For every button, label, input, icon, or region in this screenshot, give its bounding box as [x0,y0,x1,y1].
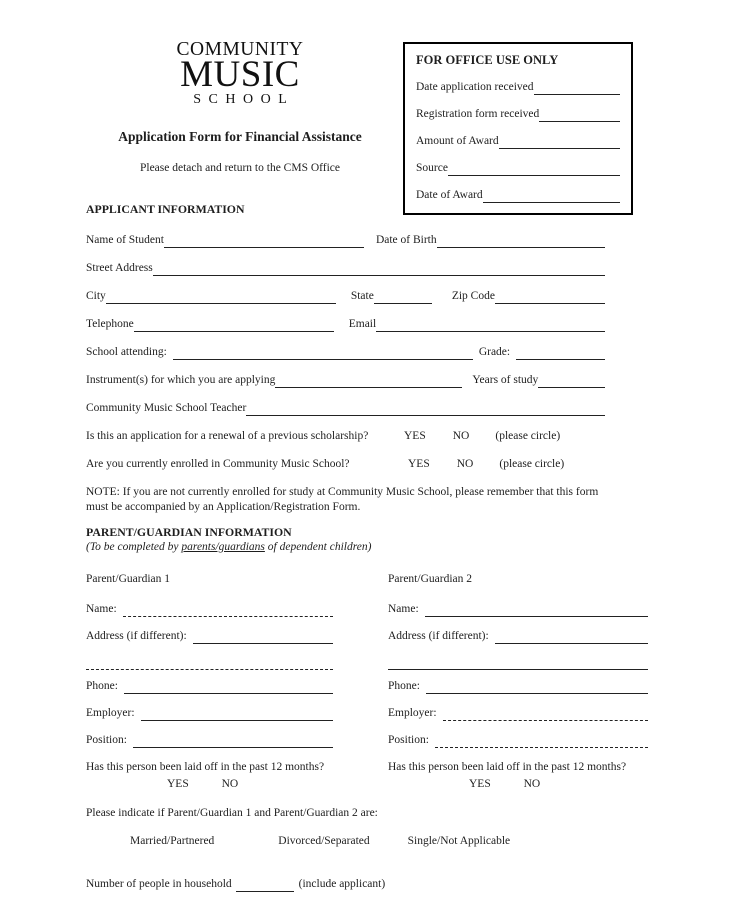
renewal-question: Is this an application for a renewal of a previous scholarship? [86,430,369,442]
page-title: Application Form for Financial Assistance [118,129,362,144]
household-line[interactable] [236,878,294,892]
g1-row-address2 [86,656,333,670]
row-renewal-question [86,429,648,444]
g2-name-label: Name: [388,603,419,615]
g1-laidoff-yes[interactable]: YES [167,778,189,790]
g1-laidoff-no[interactable]: NO [221,778,239,790]
enrolled-no-option[interactable]: NO [456,458,474,470]
office-field-line[interactable] [499,135,620,149]
g2-row-phone [388,679,648,694]
cms-logo [176,40,304,108]
note-line-2: must be accompanied by an Application/Registration Form. [86,501,361,513]
office-field-label: Date of Award [416,189,483,201]
state-line[interactable] [374,290,432,304]
g1-row-phone [86,679,333,694]
guardian-2-title: Parent/Guardian 2 [388,573,472,585]
cms-teacher-label: Community Music School Teacher [86,402,247,414]
g1-row-employer [86,706,333,721]
enrolled-yes-option[interactable]: YES [408,458,430,470]
g2-row-employer [388,706,648,721]
guardian-1-title: Parent/Guardian 1 [86,573,170,585]
g1-address-label: Address (if different): [86,630,187,642]
g1-address-line[interactable] [193,630,333,644]
g1-position-label: Position: [86,734,127,746]
g1-row-address [86,629,333,644]
office-field-date-received [416,80,620,95]
g2-laidoff-question: Has this person been laid off in the past 12 months? [388,761,627,773]
g1-phone-label: Phone: [86,680,118,692]
g2-employer-label: Employer: [388,707,437,719]
marital-option-single[interactable]: Single/Not Applicable [407,835,511,847]
email-line[interactable] [376,318,605,332]
circle-hint: (please circle) [499,458,565,470]
enrolled-question: Are you currently enrolled in Community Music School? [86,458,350,470]
city-label: City [86,290,106,302]
street-label: Street Address [86,262,153,274]
telephone-label: Telephone [86,318,134,330]
row-household [86,877,648,892]
marital-option-divorced[interactable]: Divorced/Separated [278,835,370,847]
enrollment-note [86,485,648,515]
dob-label: Date of Birth [375,234,437,246]
marital-status-prompt: Please indicate if Parent/Guardian 1 and Parent/Guardian 2 are: [86,807,378,819]
dob-line[interactable] [437,234,605,248]
household-label: Number of people in household [86,878,232,890]
household-suffix: (include applicant) [298,878,386,890]
g1-employer-label: Employer: [86,707,135,719]
office-field-label: Source [416,162,448,174]
zip-label: Zip Code [451,290,495,302]
instrument-line[interactable] [275,374,462,388]
g1-row-name [86,602,333,617]
office-use-box [403,42,633,215]
subheading-suffix: of dependent children) [264,541,372,553]
g2-position-label: Position: [388,734,429,746]
office-field-registration-received [416,107,620,122]
g2-row-address2 [388,656,648,670]
circle-hint: (please circle) [495,430,561,442]
logo-community: COMMUNITY [176,39,304,60]
g2-address-line-2[interactable] [388,656,648,670]
g1-name-line[interactable] [123,603,333,617]
guardian-columns [86,572,648,792]
state-label: State [350,290,374,302]
row-enrolled-question [86,457,648,472]
renewal-no-option[interactable]: NO [452,430,470,442]
page-subtitle: Please detach and return to the CMS Office [139,162,341,174]
row-street [86,261,605,276]
office-field-label: Date application received [416,81,534,93]
office-field-line[interactable] [539,108,620,122]
office-field-line[interactable] [534,81,621,95]
school-attending-line[interactable] [173,346,473,360]
renewal-yes-option[interactable]: YES [404,430,426,442]
g1-employer-line[interactable] [141,707,333,721]
office-field-label: Registration form received [416,108,540,120]
g2-phone-line[interactable] [426,680,648,694]
row-school-grade [86,345,605,360]
note-line-1: NOTE: If you are not currently enrolled for study at Community Music School, please remember that this form [86,486,599,498]
applicant-section-heading: APPLICANT INFORMATION [86,202,245,216]
telephone-line[interactable] [134,318,334,332]
g1-position-line[interactable] [133,734,333,748]
g2-row-position [388,733,648,748]
guardian-1-column [86,572,333,792]
instrument-label: Instrument(s) for which you are applying [86,374,276,386]
g1-row-position [86,733,333,748]
grade-label: Grade: [478,346,511,358]
guardian-section-subheading [86,540,648,555]
row-name-dob [86,233,605,248]
g2-position-line[interactable] [435,734,648,748]
g2-row-name [388,602,648,617]
logo-school: SCHOOL [193,92,295,107]
years-of-study-label: Years of study [472,374,539,386]
city-line[interactable] [106,290,336,304]
row-instrument-years [86,373,605,388]
office-field-amount-award [416,134,620,149]
guardian-2-column [388,572,648,792]
g2-laidoff-yes[interactable]: YES [469,778,491,790]
g2-row-address [388,629,648,644]
column-gap [333,572,388,792]
subheading-prefix: (To be completed by [86,541,182,553]
office-field-line[interactable] [483,189,620,203]
guardian-section-heading: PARENT/GUARDIAN INFORMATION [86,525,292,539]
student-name-label: Name of Student [86,234,164,246]
marital-status-options [86,834,648,849]
g2-address-line[interactable] [495,630,648,644]
g2-laidoff-no[interactable]: NO [523,778,541,790]
office-field-source [416,161,620,176]
office-box-title: FOR OFFICE USE ONLY [416,53,559,67]
g1-laidoff-question: Has this person been laid off in the past 12 months? [86,761,325,773]
subheading-underlined: parents/guardians [181,541,265,553]
g2-name-line[interactable] [425,603,648,617]
school-attending-label: School attending: [86,346,167,358]
g1-name-label: Name: [86,603,117,615]
g1-laidoff-options [86,777,333,792]
office-field-line[interactable] [448,162,620,176]
row-city-state-zip [86,289,605,304]
office-field-date-award [416,188,620,203]
row-phone-email [86,317,605,332]
row-cms-teacher [86,401,605,416]
years-of-study-line[interactable] [538,374,605,388]
zip-line[interactable] [495,290,605,304]
student-name-line[interactable] [164,234,364,248]
form-body [86,202,648,892]
grade-line[interactable] [516,346,605,360]
g2-address-label: Address (if different): [388,630,489,642]
g1-address-line-2[interactable] [86,656,333,670]
logo-music: MUSIC [180,54,300,95]
street-line[interactable] [153,262,605,276]
cms-teacher-line[interactable] [246,402,605,416]
g2-phone-label: Phone: [388,680,420,692]
office-field-label: Amount of Award [416,135,499,147]
g2-employer-line[interactable] [443,707,648,721]
g2-laidoff-options [388,777,648,792]
g1-phone-line[interactable] [124,680,333,694]
marital-option-married[interactable]: Married/Partnered [130,835,215,847]
email-label: Email [348,318,377,330]
